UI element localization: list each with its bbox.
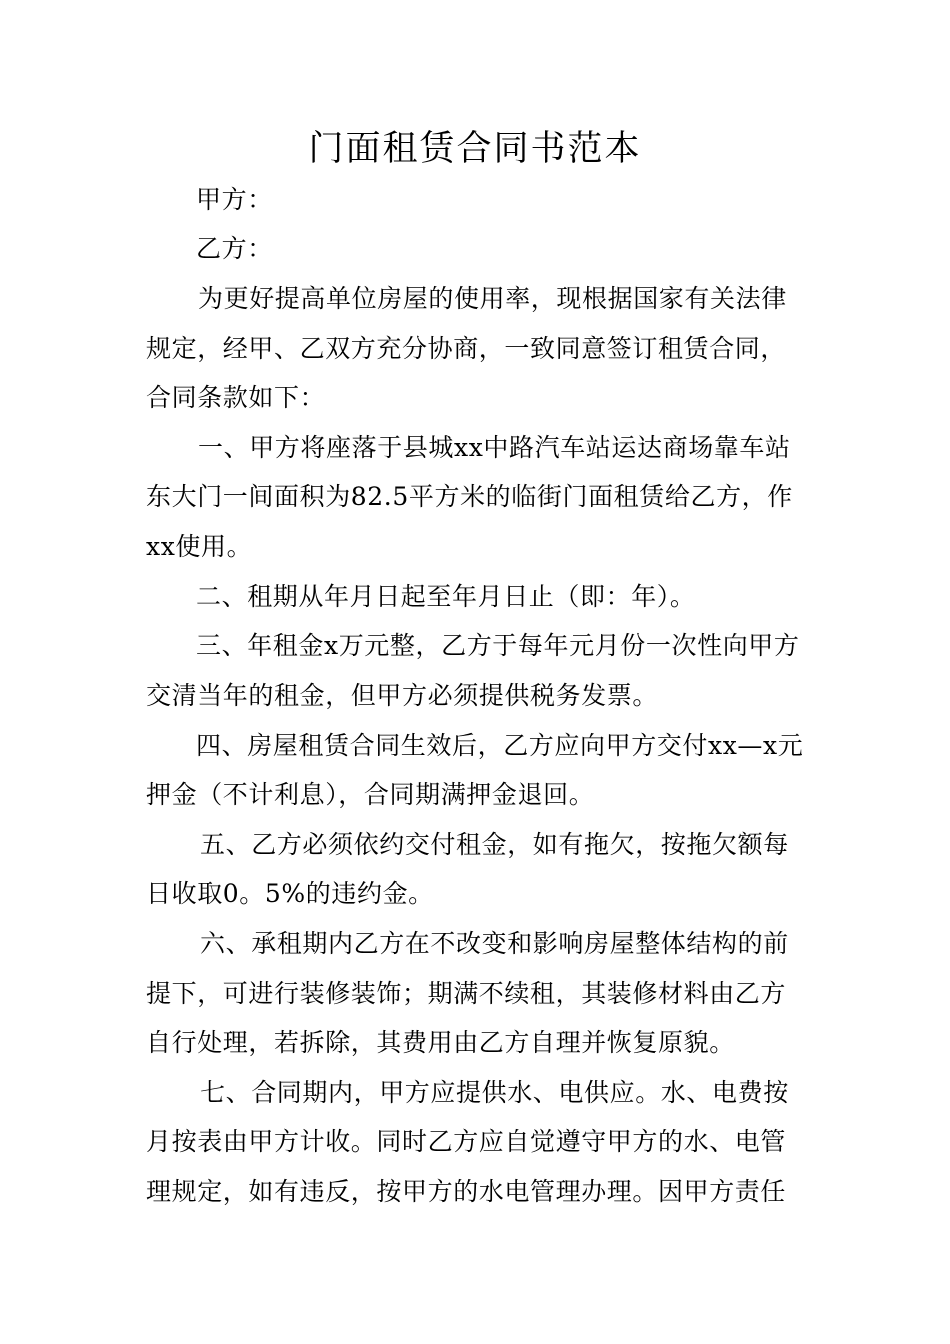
clause-1-line-3: xx使用。 <box>146 532 253 561</box>
clause-6-line-1: 六、承租期内乙方在不改变和影响房屋整体结构的前 <box>200 929 789 958</box>
document-title: 门面租赁合同书范本 <box>308 129 642 169</box>
intro-line-2: 规定，经甲、乙双方充分协商，一致同意签订租赁合同， <box>146 334 787 363</box>
clause-6-line-2: 提下，可进行装修装饰；期满不续租，其装修材料由乙方 <box>146 979 787 1008</box>
clause-1-line-1: 一、甲方将座落于县城xx中路汽车站运达商场靠车站 <box>198 433 791 462</box>
party-b-label: 乙方： <box>196 234 273 263</box>
clause-5-line-2: 日收取0。5%的违约金。 <box>146 879 434 908</box>
party-a-label: 甲方： <box>196 185 273 214</box>
clause-1-line-2: 东大门一间面积为82.5平方米的临街门面租赁给乙方，作 <box>146 482 793 511</box>
clause-7-line-3: 理规定，如有违反，按甲方的水电管理办理。因甲方责任 <box>146 1177 787 1206</box>
clause-6-line-3: 自行处理，若拆除，其费用由乙方自理并恢复原貌。 <box>146 1028 735 1057</box>
clause-2-line-1: 二、租期从年月日起至年月日止（即：年）。 <box>196 582 696 611</box>
intro-line-1: 为更好提高单位房屋的使用率，现根据国家有关法律 <box>198 284 787 313</box>
clause-3-line-2: 交清当年的租金，但甲方必须提供税务发票。 <box>146 681 659 710</box>
clause-4-line-2: 押金（不计利息），合同期满押金退回。 <box>146 780 595 809</box>
clause-4-line-1: 四、房屋租赁合同生效后，乙方应向甲方交付xx—x元 <box>196 731 804 760</box>
clause-7-line-1: 七、合同期内，甲方应提供水、电供应。水、电费按 <box>200 1078 789 1107</box>
clause-7-line-2: 月按表由甲方计收。同时乙方应自觉遵守甲方的水、电管 <box>146 1127 787 1156</box>
intro-line-3: 合同条款如下： <box>146 383 326 412</box>
clause-5-line-1: 五、乙方必须依约交付租金，如有拖欠，按拖欠额每 <box>200 830 789 859</box>
clause-3-line-1: 三、年租金x万元整，乙方于每年元月份一次性向甲方 <box>196 631 800 660</box>
